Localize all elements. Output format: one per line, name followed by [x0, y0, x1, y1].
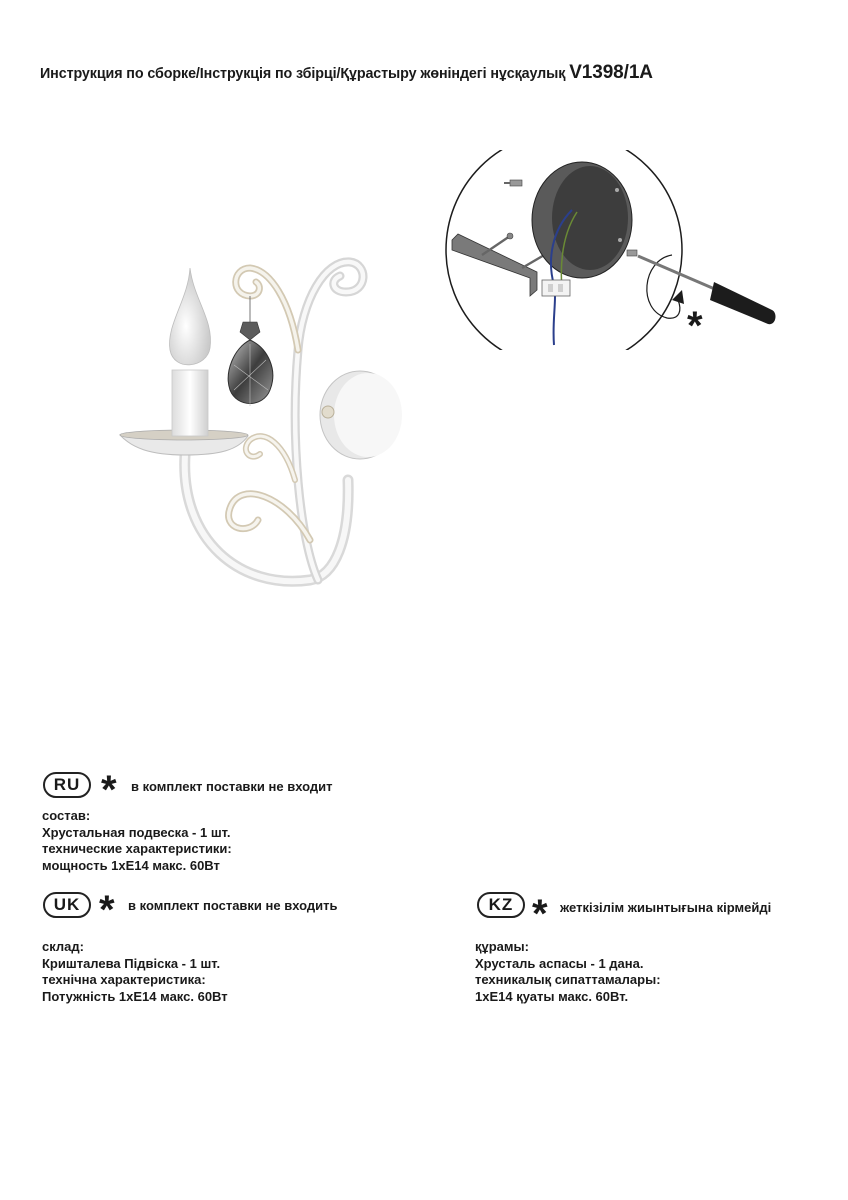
uk-note: в комплект поставки не входить [128, 898, 338, 913]
kz-spec-line: 1хЕ14 қуаты макс. 60Вт. [475, 988, 629, 1004]
ru-spec-line: состав: [42, 808, 91, 823]
kz-spec-line: техникалық сипаттамалары: [475, 972, 661, 987]
uk-asterisk: * [99, 888, 115, 932]
kz-asterisk: * [532, 892, 548, 936]
page-title [40, 62, 830, 84]
kz-spec-line: құрамы: [475, 939, 529, 954]
uk-spec-line: склад: [42, 939, 84, 954]
uk-spec-line: Потужність 1хЕ14 макс. 60Вт [42, 988, 228, 1004]
ru-spec-line: технические характеристики: [42, 841, 232, 856]
ru-spec-line: мощность 1хЕ14 макс. 60Вт [42, 857, 220, 873]
title-text: Инструкция по сборке/Інструкція по збірці/Құрастыру жөніндегі нұсқаулық [40, 66, 566, 82]
badge-uk: UK [43, 892, 91, 918]
screw-icon [627, 250, 637, 256]
wall-lamp-illustration [110, 240, 410, 600]
badge-kz: KZ [477, 892, 525, 918]
badge-ru: RU [43, 772, 91, 798]
model-number: V1398/1A [569, 62, 653, 83]
uk-spec-line: технічна характеристика: [42, 972, 206, 987]
not-included-asterisk: * [687, 304, 703, 348]
ru-note: в комплект поставки не входит [131, 779, 333, 794]
kz-spec-line: Хрусталь аспасы - 1 дана. [475, 955, 644, 971]
uk-spec-line: Кришталева Підвіска - 1 шт. [42, 955, 221, 971]
ru-specs [42, 808, 232, 874]
kz-note: жеткізілім жиынтығына кірмейді [560, 900, 772, 915]
ru-spec-line: Хрустальная подвеска - 1 шт. [42, 824, 231, 840]
mounting-detail-illustration [442, 150, 782, 350]
ru-asterisk: * [101, 768, 117, 812]
kz-specs [475, 939, 661, 1005]
uk-specs [42, 939, 228, 1005]
